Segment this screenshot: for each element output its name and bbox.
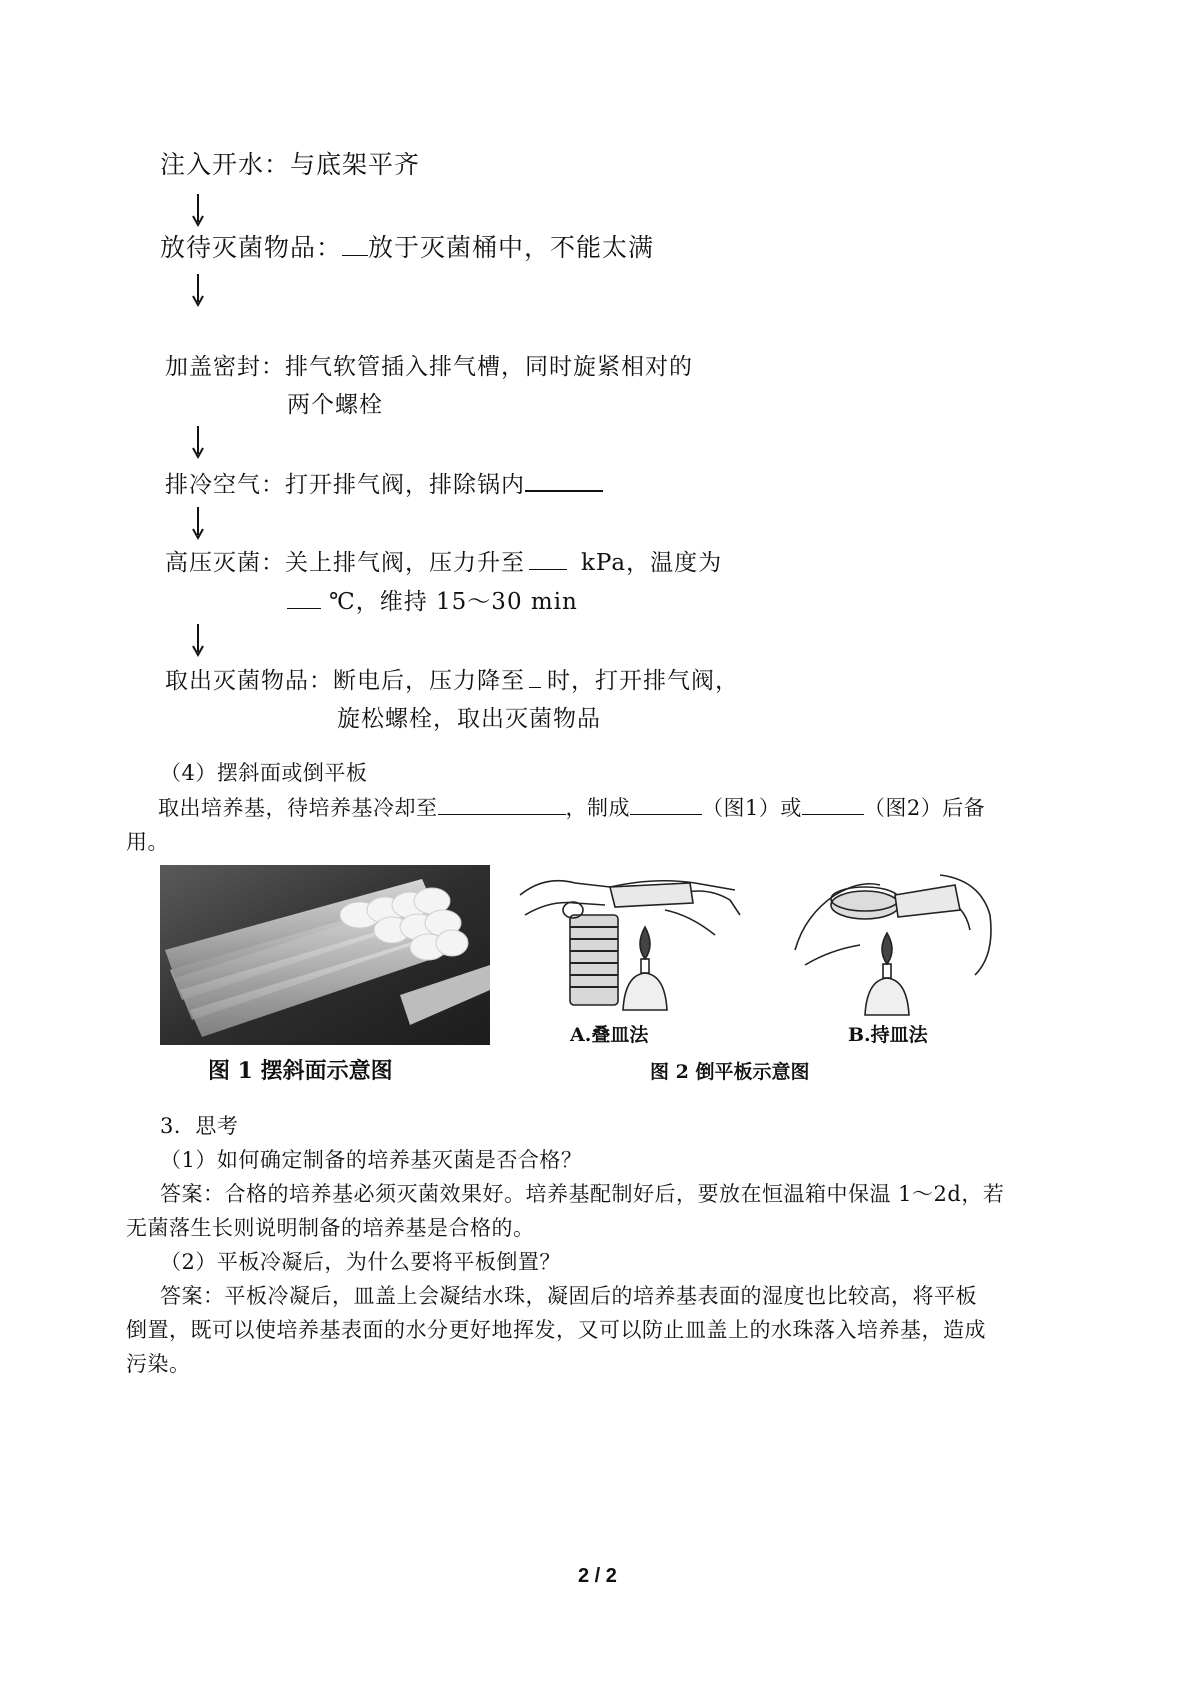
flow-step-3-line-1: 加盖密封：排气软管插入排气槽，同时旋紧相对的 (165, 354, 693, 380)
figure-1-caption: 图 1 摆斜面示意图 (208, 1058, 393, 1084)
flow-step-3-line-2: 两个螺栓 (287, 392, 383, 418)
answer-1-line-1: 答案：合格的培养基必须灭菌效果好。培养基配制好后，要放在恒温箱中保温 1～2d，若 (160, 1182, 1005, 1206)
blank-field (525, 469, 603, 492)
blank-field (802, 795, 864, 815)
down-arrow-icon (186, 424, 210, 460)
flow-step-4 (165, 466, 603, 499)
flow-step-2-label: 放待灭菌物品： (160, 233, 343, 262)
flow-step-6-line-2: 旋松螺栓，取出灭菌物品 (337, 706, 601, 732)
para-text: （图1）或 (702, 796, 802, 820)
blank-field (342, 233, 368, 257)
flow-step-2-text: 放于灭菌桶中，不能太满 (368, 233, 655, 262)
section-4-heading: （4）摆斜面或倒平板 (160, 761, 368, 785)
para-text: （图2）后备 (863, 796, 986, 820)
flow-step-6-text-b: 时，打开排气阀， (547, 668, 739, 694)
section-4-paragraph (158, 792, 985, 822)
page-number: 2 / 2 (578, 1565, 617, 1587)
blank-field (529, 666, 541, 688)
section-4-paragraph-end: 用。 (126, 830, 169, 854)
figure-2a-label: A.叠皿法 (570, 1024, 649, 1046)
answer-2-line-1: 答案：平板冷凝后，皿盖上会凝结水珠，凝固后的培养基表面的湿度也比较高，将平板 (160, 1284, 977, 1308)
flow-step-1: 注入开水：与底架平齐 (160, 150, 421, 179)
figure-2a-stacked-dish-drawing (515, 855, 745, 1025)
flow-step-6-line-1 (165, 662, 739, 695)
blank-field (529, 548, 567, 570)
blank-field (287, 587, 321, 609)
answer-2-line-2: 倒置，既可以使培养基表面的水分更好地挥发，又可以防止皿盖上的水珠落入培养基，造成 (126, 1318, 986, 1342)
down-arrow-icon (186, 505, 210, 541)
figure-1-slant-tubes-image (160, 865, 490, 1045)
flow-step-5-line-2 (287, 583, 578, 616)
section-3-heading: 3．思考 (160, 1114, 239, 1138)
figure-2-caption: 图 2 倒平板示意图 (650, 1061, 810, 1083)
flow-step-5-line-1 (165, 544, 722, 577)
figure-2b-label: B.持皿法 (848, 1024, 928, 1046)
figure-2b-handheld-dish-drawing (790, 855, 1000, 1025)
flow-step-6-text: 取出灭菌物品：断电后，压力降至 (165, 668, 525, 694)
question-1: （1）如何确定制备的培养基灭菌是否合格？ (160, 1148, 583, 1172)
answer-1-line-2: 无菌落生长则说明制备的培养基是合格的。 (126, 1216, 535, 1240)
down-arrow-icon (186, 622, 210, 658)
blank-field (630, 795, 702, 815)
answer-2-line-3: 污染。 (126, 1352, 191, 1376)
flow-step-5-temp: ℃，维持 15～30 min (329, 589, 578, 615)
para-text: ，制成 (565, 796, 630, 820)
flow-step-5-text: 高压灭菌：关上排气阀，压力升至 (165, 550, 525, 576)
question-2: （2）平板冷凝后，为什么要将平板倒置？ (160, 1250, 561, 1274)
flow-step-4-text: 排冷空气：打开排气阀，排除锅内 (165, 472, 525, 498)
blank-field (438, 795, 566, 815)
flow-step-5-unit: kPa，温度为 (581, 550, 723, 576)
para-text: 取出培养基，待培养基冷却至 (158, 796, 438, 820)
flow-step-2 (160, 228, 654, 264)
down-arrow-icon (186, 192, 210, 228)
down-arrow-icon (186, 272, 210, 308)
